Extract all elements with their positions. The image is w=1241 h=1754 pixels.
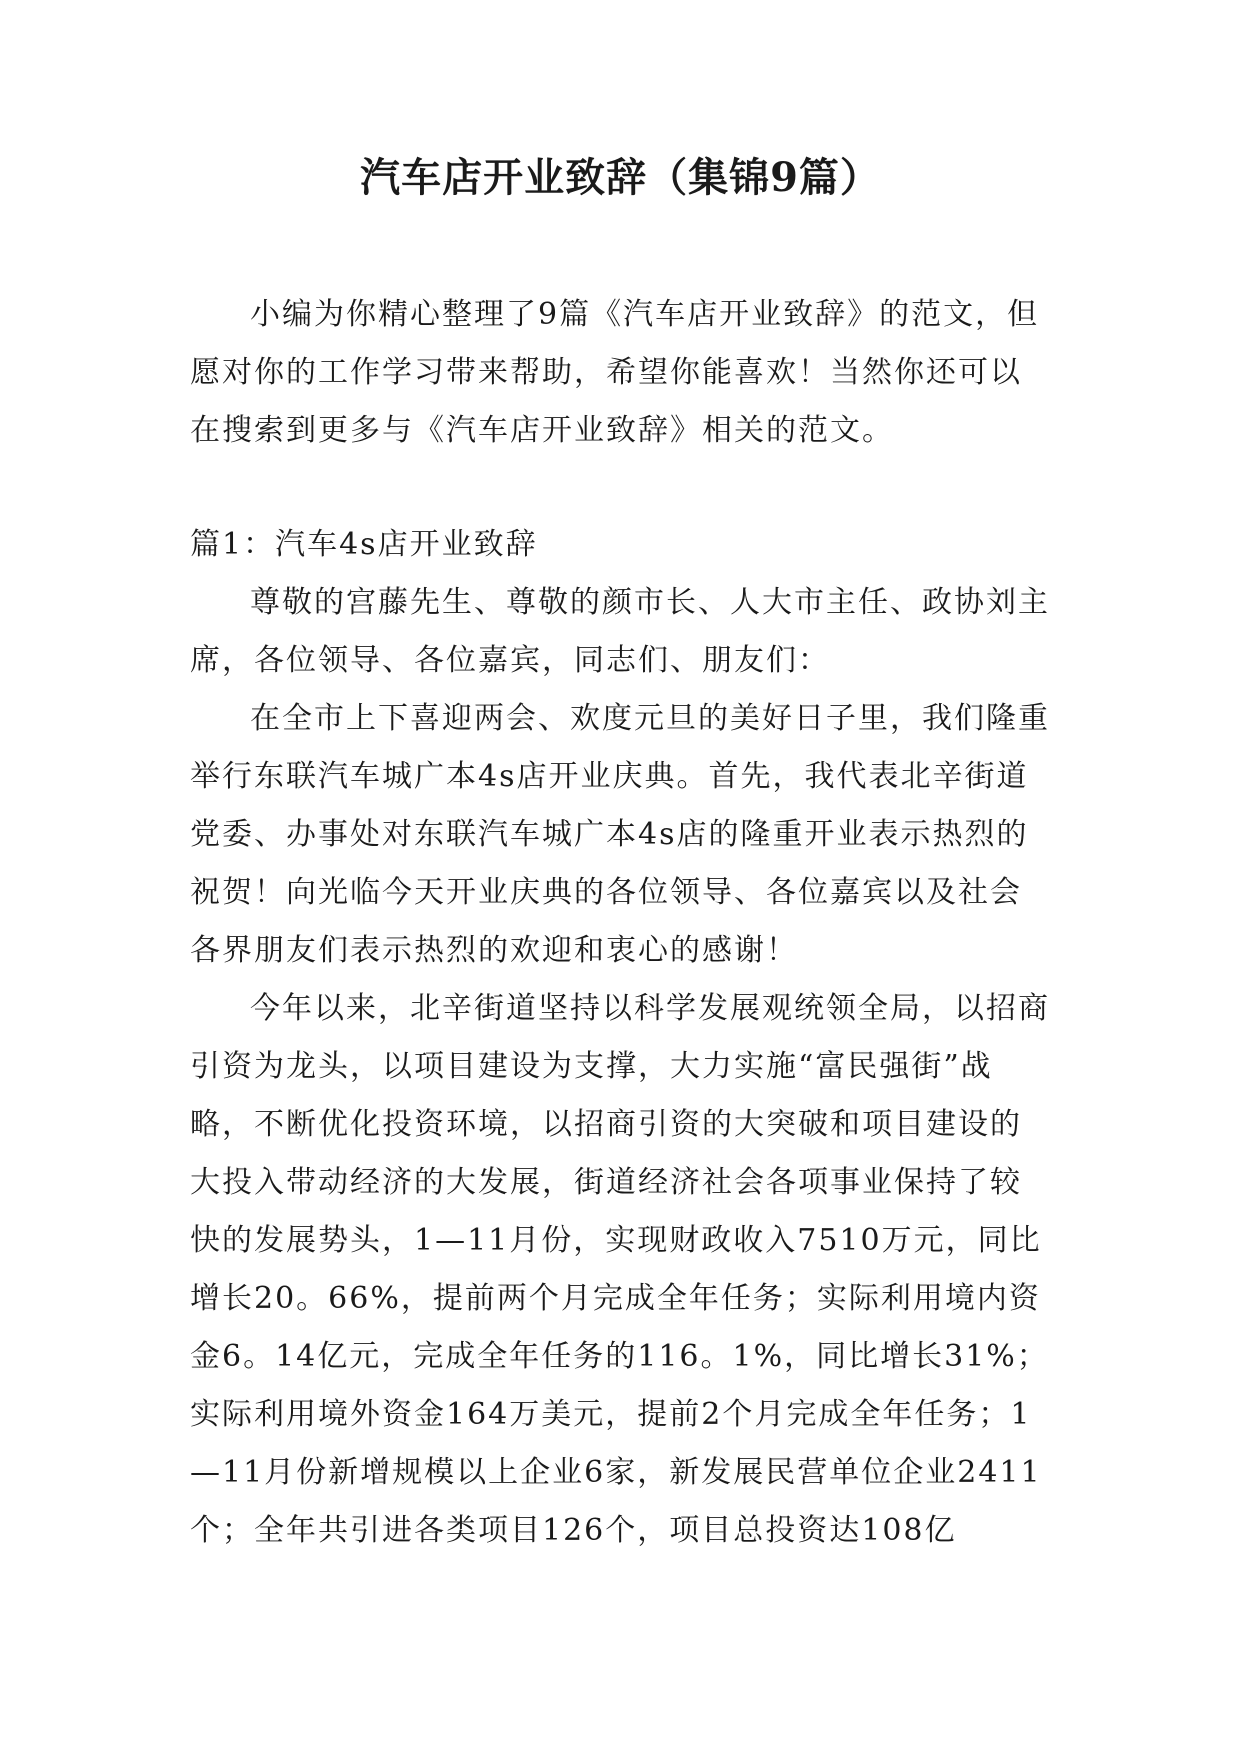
- article-section-1: [190, 516, 1050, 1560]
- salutation-paragraph: 尊敬的宫藤先生、尊敬的颜市长、人大市主任、政协刘主席，各位领导、各位嘉宾，同志们、朋友们：: [190, 585, 1050, 678]
- section-heading: 篇1：汽车4s店开业致辞: [190, 527, 538, 562]
- intro-text: 小编为你精心整理了9篇《汽车店开业致辞》的范文，但愿对你的工作学习带来帮助，希望你能喜欢！当然你还可以在搜索到更多与《汽车店开业致辞》相关的范文。: [190, 297, 1040, 448]
- body-paragraph-2: 今年以来，北辛街道坚持以科学发展观统领全局，以招商引资为龙头，以项目建设为支撑，大力实施“富民强街”战略，不断优化投资环境，以招商引资的大突破和项目建设的大投入带动经济的大发展，街道经济社会各项事业保持了较快的发展势头，1—11月份，实现财政收入7510万元，同比增长20。66%，提前两个月完成全年任务；实际利用境内资金6。14亿元，完成全年任务的116。1%，同比增长31%；实际利用境外资金164万美元，提前2个月完成全年任务；1—11月份新增规模以上企业6家，新发展民营单位企业2411个；全年共引进各类项目126个，项目总投资达108亿: [190, 991, 1050, 1548]
- document-title: 汽车店开业致辞（集锦9篇）: [360, 154, 881, 201]
- body-paragraph-1: 在全市上下喜迎两会、欢度元旦的美好日子里，我们隆重举行东联汽车城广本4s店开业庆典。首先，我代表北辛街道党委、办事处对东联汽车城广本4s店的隆重开业表示热烈的祝贺！向光临今天开业庆典的各位领导、各位嘉宾以及社会各界朋友们表示热烈的欢迎和衷心的感谢！: [190, 701, 1050, 968]
- intro-paragraph: [190, 286, 1050, 460]
